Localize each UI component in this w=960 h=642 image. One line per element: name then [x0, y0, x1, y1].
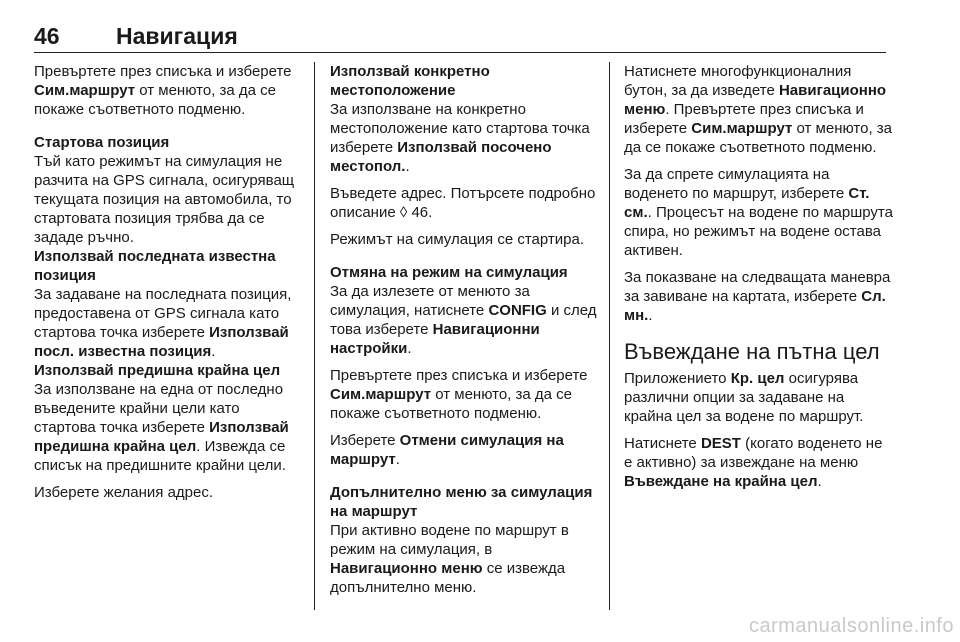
- paragraph: Натиснете многофункционалния бутон, за да изведете Навигационно меню. Превъртете през списъка и изберете Сим.маршрут от менюто, за да се покаже съответното подменю.: [624, 63, 893, 156]
- section-heading: Стартова позиция: [34, 134, 170, 151]
- section-heading: Допълнително меню за симулация на маршрут: [330, 484, 593, 520]
- section-heading: Използвай последната известна позиция: [34, 248, 276, 284]
- paragraph: Тъй като режимът на симулация не разчита на GPS сигнала, осигуряващ текущата позиция на автомобила, то стартовата позиция трябва да се зададе ръчно.: [34, 153, 295, 246]
- paragraph: За показване на следващата маневра за завиване на картата, изберете Сл. мн..: [624, 269, 891, 324]
- chapter-heading: Въвеждане на пътна цел: [624, 339, 880, 364]
- section-heading: Използвай предишна крайна цел: [34, 362, 281, 379]
- page-title: Навигация: [116, 23, 238, 49]
- paragraph: За използване на конкретно местоположение като стартова точка изберете Използвай посочено местопол..: [330, 101, 590, 175]
- page-number: 46: [34, 23, 60, 49]
- paragraph: За да спрете симулацията на воденето по маршрут, изберете Ст. см.. Процесът на водене по маршрута спира, но режимът на водене остава активен.: [624, 166, 893, 259]
- paragraph: Изберете желания адрес.: [34, 484, 214, 501]
- column-divider-2: [609, 62, 610, 610]
- column-2: [330, 62, 598, 605]
- paragraph: Превъртете през списъка и изберете Сим.маршрут от менюто, за да се покаже съответното подменю.: [330, 367, 588, 422]
- watermark: carmanualsonline.info: [748, 615, 954, 637]
- paragraph: Приложението Кр. цел осигурява различни опции за задаване на крайна цел за водене по маршрут.: [624, 370, 864, 425]
- section-heading: Отмяна на режим на симулация: [330, 264, 568, 281]
- paragraph: Изберете Отмени симулация на маршрут.: [330, 432, 564, 468]
- paragraph: За използване на една от последно въведените крайни цели като стартова точка изберете Използвай предишна крайна цел. Извежда се списък на предишните крайни цели.: [34, 381, 289, 474]
- paragraph: Въведете адрес. Потърсете подробно описание ◊ 46.: [330, 185, 596, 221]
- page-header: [34, 22, 886, 53]
- column-divider-1: [314, 62, 315, 610]
- paragraph: Режимът на симулация се стартира.: [330, 231, 585, 248]
- page-reference-link[interactable]: ◊ 46: [399, 204, 429, 221]
- paragraph: За задаване на последната позиция, предоставена от GPS сигнала като стартова точка изберете Използвай посл. известна позиция.: [34, 286, 292, 360]
- paragraph: При активно водене по маршрут в режим на симулация, в Навигационно меню се извежда допълнително меню.: [330, 522, 569, 596]
- column-3: [624, 62, 894, 499]
- column-1: [34, 62, 302, 510]
- section-heading: Използвай конкретно местоположение: [330, 63, 490, 99]
- paragraph: За да излезете от менюто за симулация, натиснете CONFIG и след това изберете Навигационни настройки.: [330, 283, 597, 357]
- paragraph: Натиснете DEST (когато воденето не е активно) за извеждане на меню Въвеждане на крайна цел.: [624, 435, 883, 490]
- paragraph: Превъртете през списъка и изберете Сим.маршрут от менюто, за да се покаже съответното подменю.: [34, 63, 292, 118]
